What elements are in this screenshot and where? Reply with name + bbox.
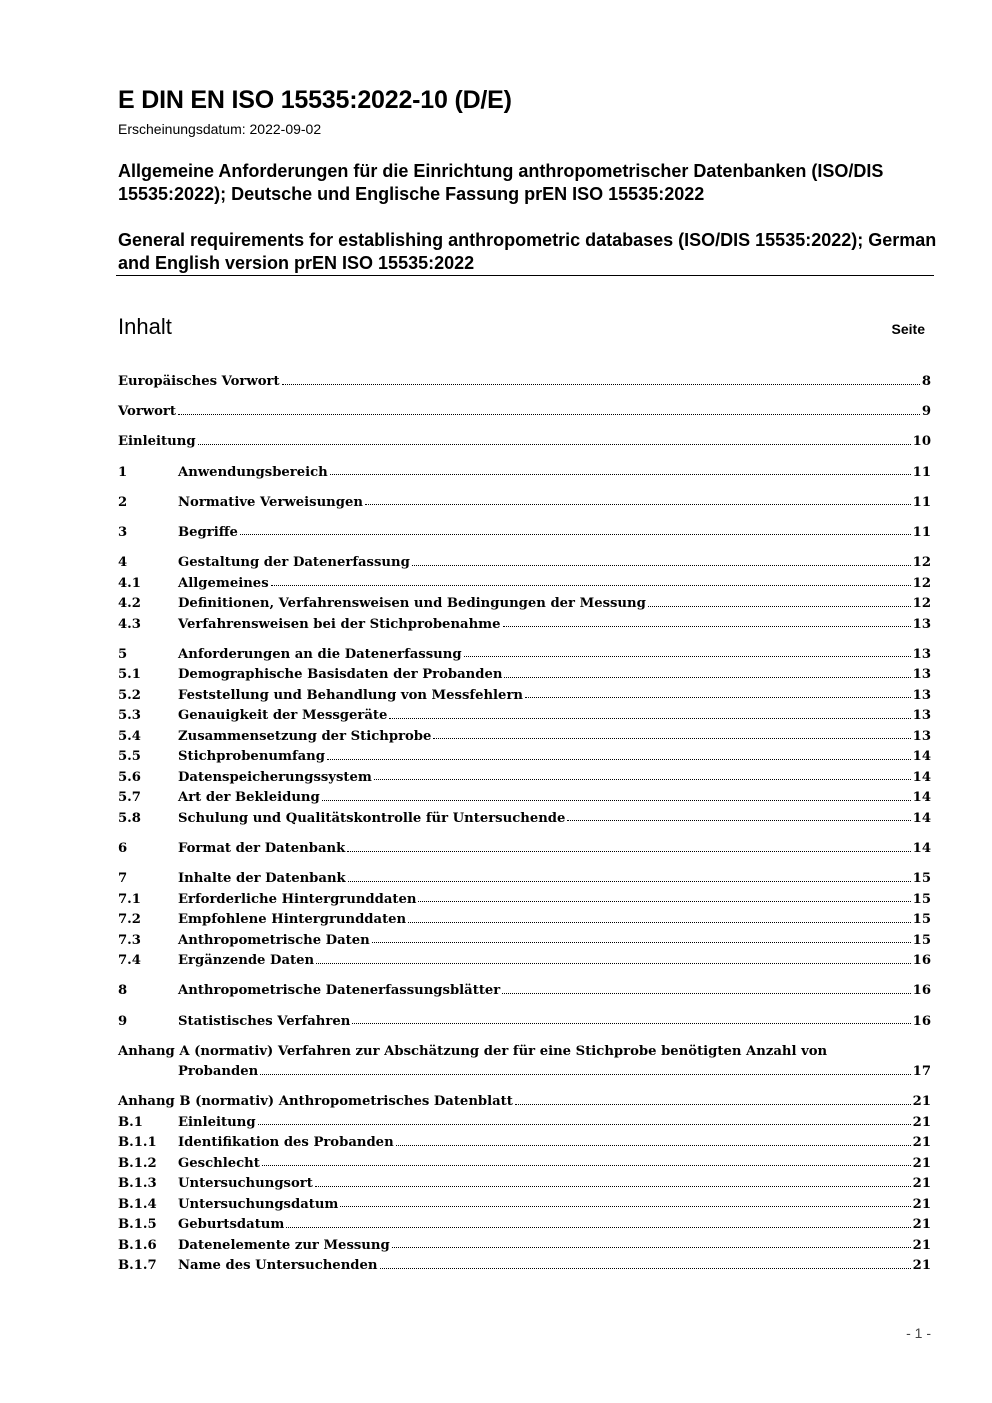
toc-entry-label: Stichprobenumfang <box>178 749 325 765</box>
toc-entry[interactable] <box>118 686 931 707</box>
toc-entry-page: 21 <box>912 1237 931 1253</box>
toc-entry-number: B.1.3 <box>118 1176 157 1192</box>
toc-entry-page: 16 <box>912 1013 931 1029</box>
toc-entry-number: 4.2 <box>118 596 141 612</box>
toc-entry-page: 15 <box>912 891 931 907</box>
toc-entry-number: 5.7 <box>118 790 141 806</box>
toc-entry[interactable] <box>118 747 931 768</box>
toc-entry-label: Format der Datenbank <box>178 841 346 856</box>
toc-dot-leader <box>340 1206 910 1207</box>
toc-entry[interactable] <box>118 706 931 727</box>
toc-entry-label: Geburtsdatum <box>178 1217 285 1233</box>
toc-entry-number: 5.4 <box>118 728 141 744</box>
toc-entry-page: 14 <box>912 790 931 806</box>
toc-dot-leader <box>567 820 910 821</box>
toc-entry-page: 15 <box>912 932 931 948</box>
toc-entry-page: 21 <box>912 1258 931 1274</box>
toc-entry-number: 7.1 <box>118 891 141 907</box>
toc-entry-label: Geschlecht <box>178 1155 260 1171</box>
toc-entry-label: Normative Verweisungen <box>178 494 363 510</box>
toc-entry[interactable] <box>118 809 931 830</box>
toc-dot-leader <box>365 504 911 505</box>
toc-entry-page: 21 <box>912 1094 931 1110</box>
toc-entry-number: 3 <box>118 524 128 540</box>
toc-entry-label: Anhang A (normativ) Verfahren zur Abschätzung der für eine Stichprobe benötigten Anzahl von <box>118 1043 828 1059</box>
toc-entry-page: 21 <box>912 1176 931 1192</box>
toc-entry[interactable] <box>118 1256 931 1277</box>
toc-dot-leader <box>327 759 911 760</box>
toc-entry[interactable] <box>118 951 931 972</box>
toc-entry-label: Begriffe <box>178 524 238 540</box>
toc-entry-number: 2 <box>118 494 128 510</box>
toc-dot-leader <box>372 942 911 943</box>
toc-dot-leader <box>433 738 910 739</box>
toc-entry-page: 21 <box>912 1217 931 1233</box>
toc-entry-number: 5.2 <box>118 687 141 703</box>
toc-entry-label: Art der Bekleidung <box>178 790 320 806</box>
toc-entry-number: 7 <box>118 871 128 887</box>
toc-entry[interactable] <box>118 402 931 423</box>
toc-entry[interactable] <box>118 1154 931 1175</box>
toc-entry-page: 21 <box>912 1114 931 1130</box>
toc-entry-label: Ergänzende Daten <box>178 953 315 969</box>
toc-dot-leader <box>504 677 910 678</box>
toc-entry-page: 16 <box>912 983 931 999</box>
toc-entry-page: 15 <box>912 871 931 887</box>
toc-entry-number: 4.3 <box>118 616 141 632</box>
toc-entry[interactable] <box>118 574 931 595</box>
toc-dot-leader <box>271 585 911 586</box>
toc-dot-leader <box>418 901 910 902</box>
toc-entry-number: B.1.7 <box>118 1258 157 1274</box>
toc-entry-label: Europäisches Vorwort <box>118 374 280 389</box>
toc-entry-label: Identifikation des Probanden <box>178 1135 394 1151</box>
toc-dot-leader <box>412 565 911 566</box>
toc-entry-number: 7.2 <box>118 912 141 928</box>
toc-entry-number: B.1.2 <box>118 1155 157 1171</box>
toc-entry-number: B.1.6 <box>118 1237 157 1253</box>
toc-entry-label: Anforderungen an die Datenerfassung <box>178 646 462 662</box>
toc-entry[interactable] <box>118 1042 931 1063</box>
toc-entry[interactable] <box>118 1113 931 1134</box>
toc-entry-page: 13 <box>912 616 931 632</box>
toc-entry-page: 13 <box>912 708 931 724</box>
toc-entry-label: Gestaltung der Datenerfassung <box>178 555 410 571</box>
toc-entry[interactable] <box>118 910 931 931</box>
toc-heading: Inhalt <box>118 314 172 339</box>
toc-entry-label: Datenelemente zur Messung <box>178 1237 390 1253</box>
toc-dot-leader <box>347 851 910 852</box>
toc-entry[interactable] <box>118 523 931 544</box>
toc-entry-page: 12 <box>912 596 931 612</box>
toc-entry-label: Schulung und Qualitätskontrolle für Untersuchende <box>178 810 566 826</box>
toc-entry-page: 14 <box>912 841 931 856</box>
table-of-contents <box>118 372 931 1277</box>
toc-dot-leader <box>282 384 920 385</box>
title-german: Allgemeine Anforderungen für die Einrichtung anthropometrischer Datenbanken (ISO/DIS 15535:2022); Deutsche und Englische Fassung prEN ISO 15535:2022 <box>118 161 884 204</box>
toc-entry-page: 21 <box>912 1196 931 1212</box>
toc-page-label: Seite <box>891 321 925 337</box>
toc-entry-number: 6 <box>118 841 128 856</box>
toc-entry[interactable] <box>118 1195 931 1216</box>
toc-dot-leader <box>503 626 911 627</box>
toc-entry[interactable] <box>118 594 931 615</box>
toc-entry-number: 5.1 <box>118 667 141 683</box>
toc-entry-label: Inhalte der Datenbank <box>178 871 346 887</box>
toc-entry-page: 13 <box>912 687 931 703</box>
toc-entry-page: 21 <box>912 1155 931 1171</box>
toc-entry-page: 10 <box>912 434 931 450</box>
toc-entry-label: Datenspeicherungssystem <box>178 769 372 785</box>
toc-entry[interactable] <box>118 463 931 484</box>
toc-entry[interactable] <box>118 1012 931 1033</box>
toc-dot-leader <box>258 1124 911 1125</box>
toc-entry-page: 15 <box>912 912 931 928</box>
toc-dot-leader <box>396 1145 911 1146</box>
toc-dot-leader <box>240 534 911 535</box>
page-number: - 1 - <box>906 1325 931 1341</box>
toc-dot-leader <box>198 444 911 445</box>
toc-entry-page: 11 <box>912 524 931 540</box>
toc-entry[interactable] <box>118 493 931 514</box>
toc-entry-page: 9 <box>921 404 931 420</box>
toc-entry[interactable] <box>118 869 931 890</box>
toc-entry-label: Vorwort <box>118 404 176 420</box>
toc-entry-page: 13 <box>912 728 931 744</box>
toc-dot-leader <box>315 1186 911 1187</box>
toc-entry-label: Zusammensetzung der Stichprobe <box>178 728 432 744</box>
toc-dot-leader <box>502 993 910 994</box>
toc-entry-number: 8 <box>118 983 128 999</box>
toc-entry-label: Anthropometrische Datenerfassungsblätter <box>178 983 501 999</box>
toc-entry-number: 1 <box>118 464 128 480</box>
toc-dot-leader <box>262 1165 911 1166</box>
toc-entry-label: Allgemeines <box>178 575 269 591</box>
toc-entry[interactable] <box>118 645 931 666</box>
toc-dot-leader <box>389 718 910 719</box>
toc-dot-leader <box>525 697 911 698</box>
toc-entry-label: Anhang B (normativ) Anthropometrisches Datenblatt <box>118 1094 513 1110</box>
toc-dot-leader <box>178 414 920 415</box>
toc-entry-label: Einleitung <box>178 1114 256 1130</box>
toc-entry[interactable] <box>118 665 931 686</box>
toc-entry[interactable] <box>118 839 931 860</box>
toc-dot-leader <box>286 1227 910 1228</box>
toc-entry-number: 5 <box>118 646 128 662</box>
toc-dot-leader <box>374 779 911 780</box>
toc-entry[interactable] <box>118 1133 931 1154</box>
toc-entry[interactable] <box>118 788 931 809</box>
toc-dot-leader <box>348 881 911 882</box>
toc-entry-page: 11 <box>912 494 931 510</box>
toc-entry[interactable] <box>118 1174 931 1195</box>
toc-entry-number: 5.5 <box>118 749 141 765</box>
toc-entry[interactable] <box>118 1062 931 1083</box>
toc-entry-number: 4.1 <box>118 575 141 591</box>
toc-entry-label: Feststellung und Behandlung von Messfehlern <box>178 687 523 703</box>
toc-entry[interactable] <box>118 1236 931 1257</box>
toc-entry-number: B.1.5 <box>118 1217 157 1233</box>
toc-entry-page: 14 <box>912 769 931 785</box>
toc-entry[interactable] <box>118 1092 931 1113</box>
toc-entry-number: B.1 <box>118 1114 143 1130</box>
toc-entry-number: 7.4 <box>118 953 141 969</box>
toc-entry-page: 8 <box>921 374 931 389</box>
toc-entry[interactable] <box>118 727 931 748</box>
toc-entry-label: Einleitung <box>118 434 196 450</box>
toc-entry-page: 12 <box>912 555 931 571</box>
toc-dot-leader <box>515 1104 911 1105</box>
toc-dot-leader <box>408 922 910 923</box>
toc-dot-leader <box>316 963 911 964</box>
toc-entry[interactable] <box>118 768 931 789</box>
toc-entry-label: Empfohlene Hintergrunddaten <box>178 912 407 928</box>
toc-entry-label: Anwendungsbereich <box>178 464 328 480</box>
toc-entry[interactable] <box>118 1215 931 1236</box>
toc-entry-number: B.1.1 <box>118 1135 157 1151</box>
toc-entry-page: 13 <box>912 646 931 662</box>
toc-entry-number: 9 <box>118 1013 128 1029</box>
publication-date: Erscheinungsdatum: 2022-09-02 <box>118 121 322 137</box>
toc-entry-page: 21 <box>912 1135 931 1151</box>
toc-dot-leader <box>380 1268 911 1269</box>
toc-entry-label: Genauigkeit der Messgeräte <box>178 708 388 724</box>
toc-dot-leader <box>322 800 911 801</box>
toc-dot-leader <box>352 1023 910 1024</box>
toc-entry-label: Probanden <box>178 1064 259 1080</box>
toc-entry[interactable] <box>118 615 931 636</box>
title-english: General requirements for establishing anthropometric databases (ISO/DIS 15535:2022); German and English version prEN ISO 15535:2022 <box>118 230 937 273</box>
toc-entry-page: 14 <box>912 810 931 826</box>
toc-entry-number: 5.6 <box>118 769 141 785</box>
document-id: E DIN EN ISO 15535:2022-10 (D/E) <box>118 86 512 114</box>
toc-entry-page: 16 <box>912 953 931 969</box>
toc-entry-page: 11 <box>912 464 931 480</box>
toc-entry-number: 5.3 <box>118 708 141 724</box>
toc-entry-number: 5.8 <box>118 810 141 826</box>
toc-entry[interactable] <box>118 890 931 911</box>
toc-entry-label: Definitionen, Verfahrensweisen und Bedingungen der Messung <box>178 596 646 612</box>
toc-entry-label: Demographische Basisdaten der Probanden <box>178 667 503 683</box>
toc-entry-number: 4 <box>118 555 128 571</box>
toc-entry-page: 14 <box>912 749 931 765</box>
toc-entry-label: Untersuchungsort <box>178 1176 313 1192</box>
toc-dot-leader <box>464 656 911 657</box>
toc-entry-label: Statistisches Verfahren <box>178 1013 351 1029</box>
toc-entry[interactable] <box>118 553 931 574</box>
toc-entry-number: 7.3 <box>118 932 141 948</box>
toc-entry-label: Untersuchungsdatum <box>178 1196 339 1212</box>
toc-entry-page: 13 <box>912 667 931 683</box>
toc-entry[interactable] <box>118 981 931 1002</box>
toc-entry[interactable] <box>118 372 931 393</box>
toc-entry[interactable] <box>118 931 931 952</box>
toc-entry[interactable] <box>118 432 931 453</box>
toc-dot-leader <box>392 1247 911 1248</box>
toc-entry-label: Anthropometrische Daten <box>178 932 370 948</box>
toc-entry-label: Verfahrensweisen bei der Stichprobenahme <box>178 616 501 632</box>
toc-entry-label: Name des Untersuchenden <box>178 1258 378 1274</box>
toc-entry-page: 12 <box>912 575 931 591</box>
toc-dot-leader <box>648 606 911 607</box>
toc-entry-number: B.1.4 <box>118 1196 157 1212</box>
toc-dot-leader <box>330 474 911 475</box>
toc-dot-leader <box>260 1074 910 1075</box>
toc-entry-page: 17 <box>912 1064 931 1080</box>
toc-entry-label: Erforderliche Hintergrunddaten <box>178 891 417 907</box>
header-divider <box>116 275 934 276</box>
